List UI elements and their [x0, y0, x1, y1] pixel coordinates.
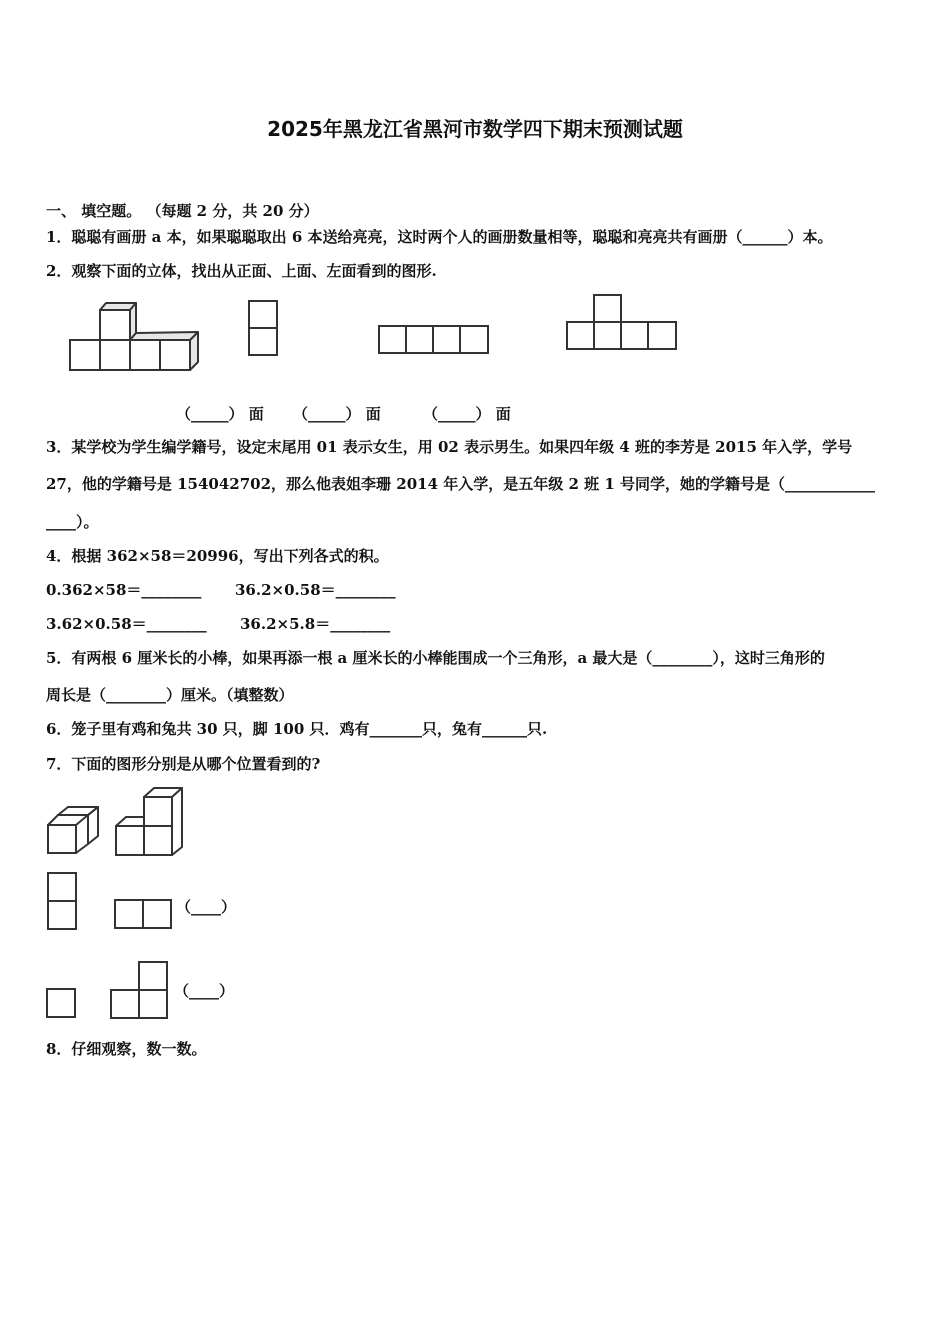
q4-item-3: 3.62×0.58＝________ — [46, 615, 207, 633]
q7-view-2b — [107, 959, 171, 1021]
q4-item-2: 36.2×0.58＝________ — [235, 581, 396, 599]
question-5-line-1: 5．有两根 6 厘米长的小棒，如果再添一根 a 厘米长的小棒能围成一个三角形，a 最大是（________），这时三角形的 — [46, 649, 825, 667]
page-title: 2025年黑龙江省黑河市数学四下期末预测试题 — [267, 117, 683, 141]
q2-view-vertical — [246, 299, 280, 359]
question-1: 1．聪聪有画册 a 本，如果聪聪取出 6 本送给亮亮，这时两个人的画册数量相等，聪聪和亮亮共有画册（______）本。 — [46, 228, 833, 246]
question-3-line-1: 3．某学校为学生编学籍号，设定末尾用 01 表示女生，用 02 表示男生。如果四年级 4 班的李芳是 2015 年入学，学号 — [46, 438, 853, 456]
q2-blank-2: （_____） 面 — [293, 405, 381, 423]
q7-view-1b — [111, 897, 175, 931]
question-8: 8．仔细观察，数一数。 — [46, 1040, 207, 1058]
question-3-line-2: 27，他的学籍号是 154042702，那么他表姐李珊 2014 年入学，是五年级 2 班 1 号同学，她的学籍号是（____________ — [46, 475, 875, 493]
question-5-line-2: 周长是（________）厘米。（填整数） — [46, 686, 294, 704]
q7-solid-2 — [112, 785, 188, 860]
question-6: 6．笼子里有鸡和兔共 30 只，脚 100 只．鸡有_______只，兔有______只. — [46, 720, 548, 738]
q4-item-1: 0.362×58＝________ — [46, 581, 202, 599]
q2-blank-3: （_____） 面 — [423, 405, 511, 423]
q2-solid-figure — [62, 296, 207, 376]
q7-solid-1 — [44, 803, 104, 858]
section-heading: 一、 填空题。 （每题 2 分，共 20 分） — [46, 202, 319, 220]
question-2: 2．观察下面的立体，找出从正面、上面、左面看到的图形. — [46, 262, 437, 280]
q4-item-4: 36.2×5.8＝________ — [240, 615, 391, 633]
question-7: 7．下面的图形分别是从哪个位置看到的? — [46, 755, 321, 773]
q7-view-2a — [43, 986, 79, 1020]
q7-view-1a — [44, 870, 80, 932]
question-4: 4．根据 362×58＝20996，写出下列各式的积。 — [46, 547, 389, 565]
q7-blank-1: （____） — [176, 898, 237, 916]
q7-blank-2: （____） — [174, 982, 235, 1000]
q2-blank-1: （_____） 面 — [176, 405, 264, 423]
q2-view-front — [563, 292, 681, 354]
question-3-line-3: ____）。 — [46, 513, 99, 531]
q2-view-row — [376, 323, 492, 357]
